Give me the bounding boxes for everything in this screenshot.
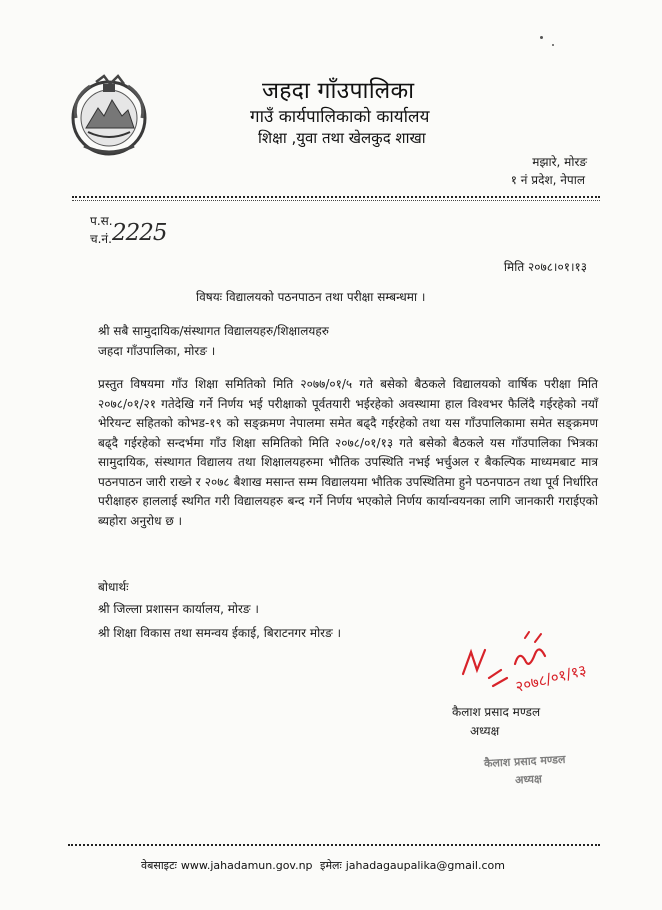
org-office: गाउँ कार्यपालिकाको कार्यालय bbox=[250, 107, 430, 127]
website-label: वेबसाइटः bbox=[141, 859, 177, 872]
signatory-title: अध्यक्ष bbox=[470, 724, 500, 738]
cn-label: च.नं. bbox=[90, 232, 112, 246]
scan-speck bbox=[540, 36, 543, 39]
header-divider bbox=[72, 196, 600, 198]
signature-date: २०७८/०१/१३ bbox=[513, 660, 589, 696]
footer bbox=[141, 858, 509, 873]
signature-mark bbox=[455, 630, 605, 700]
email-link[interactable]: jahadagaupalika@gmail.com bbox=[345, 859, 505, 872]
stamp-name: कैलाश प्रसाद मण्डल bbox=[483, 752, 566, 771]
fyi-heading: बोधार्थः bbox=[98, 580, 129, 594]
footer-divider bbox=[68, 844, 600, 846]
fyi-line-2: श्री शिक्षा विकास तथा समन्वय ईकाई, बिराटनगर मोरङ । bbox=[98, 626, 342, 640]
emblem bbox=[66, 72, 152, 158]
signatory-name: कैलाश प्रसाद मण्डल bbox=[452, 705, 541, 719]
cn-handwritten-number: 2225 bbox=[112, 220, 167, 246]
address-line-2: १ नं प्रदेश, नेपाल bbox=[510, 173, 585, 187]
nepal-government-emblem-icon bbox=[66, 72, 152, 158]
subject-line: विषयः विद्यालयको पठनपाठन तथा परीक्षा सम्बन्धमा । bbox=[196, 290, 426, 304]
handwritten-signature-icon bbox=[455, 630, 605, 700]
website-link[interactable]: www.jahadamun.gov.np bbox=[180, 859, 313, 872]
fyi-line-1: श्री जिल्ला प्रशासन कार्यालय, मोरङ । bbox=[98, 602, 259, 616]
letter-date: मिति २०७८।०१।१३ bbox=[503, 260, 587, 274]
email-label: इमेलः bbox=[320, 859, 342, 872]
scan-speck bbox=[552, 44, 554, 46]
org-name: जहदा गाँउपालिका bbox=[262, 78, 415, 104]
recipient-line-2: जहदा गाँउपालिका, मोरङ । bbox=[98, 344, 216, 358]
stamp-title: अध्यक्ष bbox=[514, 772, 543, 787]
ps-label: प.स. bbox=[90, 214, 113, 228]
recipient-line-1: श्री सबै सामुदायिक/संस्थागत विद्यालयहरु/शिक्षालयहरु bbox=[98, 324, 329, 338]
org-department: शिक्षा ,युवा तथा खेलकुद शाखा bbox=[258, 129, 426, 147]
letter-body: प्रस्तुत विषयमा गाँउ शिक्षा समितिको मिति २०७७/०१/५ गते बसेको बैठकले विद्यालयको वार्षिक परीक्षा मिति २०७८/०१/२१ गतेदेखि गर्ने निर्णय भई परीक्षाको पूर्वतयारी भईरहेको अवस्थामा हाल विश्वभर फैलिंदै गईरहेको नयाँ भेरियन्ट सहितको कोभड-१९ को सङ्क्रमण नेपालमा समेत बढ्दै गईरहेको तथा यस गाँउपालिकामा समेत सङ्क्रमण बढ्दै गईरहेको सन्दर्भमा गाँउ शिक्षा समितिको मिति २०७८/०१/१३ गते बसेको बैठकले यस गाँउपालिका भित्रका सामुदायिक, संस्थागत विद्यालय तथा शिक्षालयहरुमा भौतिक उपस्थिति नभई भर्चुअल र बैकल्पिक माध्यमबाट मात्र पठनपाठन जारी राख्ने र २०७८ बैशाख मसान्त सम्म विद्यालयमा भौतिक उपस्थितिमा हुने पठनपाठन तथा पूर्व निर्धारित परीक्षाहरु हाललाई स्थगित गरी विद्यालयहरु बन्द गर्ने निर्णय भएकोले निर्णय कार्यान्वयनका लागि जानकारी गराईएको ब्यहोरा अनुरोध छ । bbox=[98, 377, 598, 528]
address-line-1: मझारे, मोरङ bbox=[532, 155, 587, 169]
header-divider-secondary bbox=[72, 200, 600, 201]
